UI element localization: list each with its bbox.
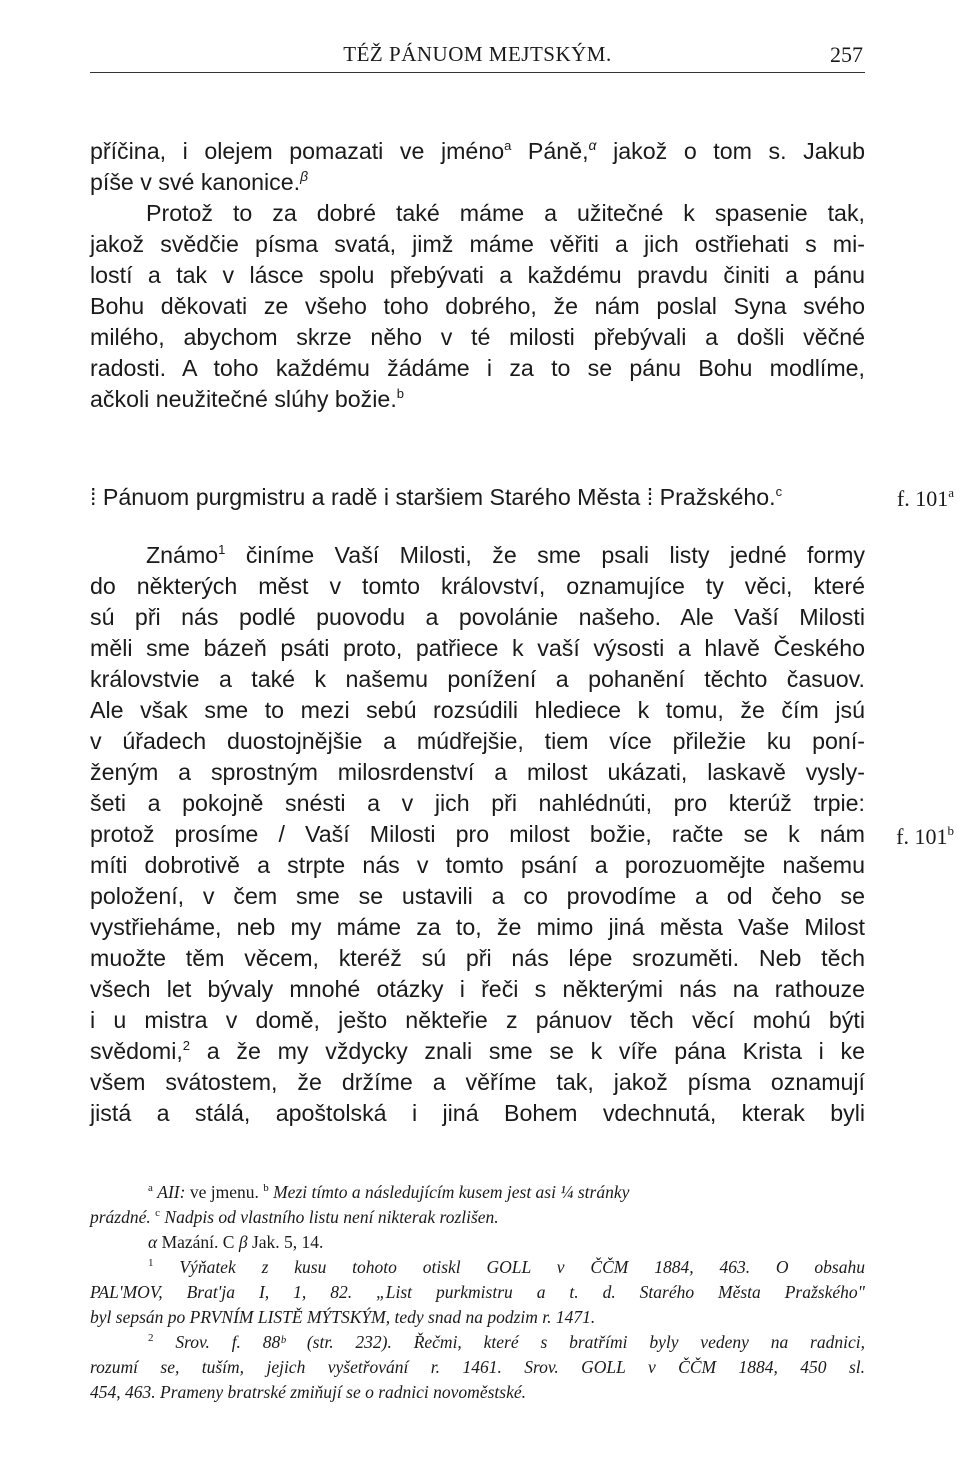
folio-marker: f. 101$^b$ xyxy=(896,823,954,849)
footnote-mark: 2 xyxy=(182,1038,191,1053)
text-line: radosti. A toho každému žádáme i za to se pánu Bohu modlíme, xyxy=(90,355,865,381)
footnote-mark: β xyxy=(300,168,309,184)
text-line: píše v své kanonice.$^\beta$ xyxy=(90,168,309,195)
text-line: vystřieháme, neb my máme za to, že mimo jiná města Vaše Milost xyxy=(90,914,865,940)
header-rule xyxy=(90,72,865,73)
folio-marker: f. 101$^a$ xyxy=(896,485,954,511)
footnote-line: $^a$ AII: ve jmenu. $^b$ Mezi tímto a následujícím kusem jest asi ¼ stránky xyxy=(148,1182,630,1202)
footnote-line: $^2$ Srov. f. 88ᵇ (str. 232). Řečmi, které s bratřími byly vedeny na radnici, xyxy=(148,1332,865,1352)
footnote-line: rozumí se, tuším, jejich vyšetřování r. 1461. Srov. GOLL v ČČM 1884, 450 sl. xyxy=(90,1357,865,1377)
paragraph-1 xyxy=(90,136,865,415)
footnote-mark: c xyxy=(775,484,783,499)
footnotes xyxy=(90,1180,865,1405)
footnote-mark: 1 xyxy=(218,542,226,557)
running-header xyxy=(90,38,865,74)
footnote-line: 454, 463. Prameny bratrské zmiňují se o radnici novoměstské. xyxy=(90,1382,526,1402)
footnote-line: byl sepsán po PRVNÍM LISTĚ MÝTSKÝM, tedy snad na podzim r. 1471. xyxy=(90,1307,596,1327)
paragraph-2 xyxy=(90,540,865,1129)
text-line: jistá a stálá, apoštolská i jiná Bohem vdechnutá, kterak byli xyxy=(90,1100,865,1126)
text-line: i u mistra v domě, ješto někteřie z pánuov těch věcí mohú býti xyxy=(90,1007,865,1033)
footnote-line: α Mazání. C β Jak. 5, 14. xyxy=(148,1232,324,1252)
footnote-line: $^1$ Výňatek z kusu tohoto otiskl GOLL v ČČM 1884, 463. O obsahu xyxy=(148,1257,865,1277)
text-line: ženým a sprostným milosrdenství a milost ukázati, laskavě vysly- xyxy=(90,759,865,785)
text-line: muožte těm věcem, kteréž sú při nás lépe srozuměti. Neb těch xyxy=(90,945,865,971)
text-line: milého, abychom skrze něho v té milosti přebývali a došli věčné xyxy=(90,324,865,350)
text-line: Známo$^1$ činíme Vaší Milosti, že sme psali listy jedné formy xyxy=(146,542,865,568)
footnote-mark: α xyxy=(588,137,597,153)
text-line: Bohu děkovati ze všeho toho dobrého, že nám poslal Syna svého xyxy=(90,293,865,319)
footnote-line: PAL'MOV, Brat'ja I, 1, 82. „List purkmistru a t. d. Starého Města Pražského" xyxy=(90,1282,865,1302)
footnote-line: prázdné. $^c$ Nadpis od vlastního listu není nikterak rozlišen. xyxy=(90,1207,499,1227)
letter-heading: ⁞ Pánuom purgmistru a radě i staršiem Starého Města ⁞ Pražského.$^c$ xyxy=(90,484,783,510)
text-line: svědomi,$^2$ a že my vždycky znali sme se k víře pána Krista i ke xyxy=(90,1038,865,1064)
text-line: ačkoli neužitečné slúhy božie.$^b$ xyxy=(90,386,405,412)
footnote-mark: b xyxy=(396,386,405,401)
text-line: měli sme bázeň psáti proto, patřiece k vaší výsosti a hlavě Českého xyxy=(90,635,865,661)
page-number: 257 xyxy=(830,42,863,67)
text-line: královstvie a také k našemu ponížení a pohanění těchto časuov. xyxy=(90,666,865,692)
text-line: do některých měst v tomto království, oznamujíce ty věci, které xyxy=(90,573,865,599)
text-line: Protož to za dobré také máme a užitečné k spasenie tak, xyxy=(146,200,865,226)
text-line: sú při nás podlé puovodu a povolánie našeho. Ale Vaší Milosti xyxy=(90,604,865,630)
text-line: protož prosíme / Vaší Milosti pro milost božie, račte se k nám xyxy=(90,821,865,847)
text-line: míti dobrotivě a strpte nás v tomto psání a porozuomějte našemu xyxy=(90,852,865,878)
text-line: šeti a pokojně snésti a v jich při nahlédnúti, pro kterúž trpie: xyxy=(90,790,865,816)
footnote-mark: a xyxy=(504,138,512,153)
text-line: položení, v čem sme se ustavili a co provodíme a od čeho se xyxy=(90,883,865,909)
text-line: jakož svědčie písma svatá, jimž máme věřiti a jich ostřiehati s mi- xyxy=(90,231,865,257)
text-line: všem svátostem, že držíme a věříme tak, jakož písma oznamují xyxy=(90,1069,865,1095)
text-line: lostí a tak v lásce spolu přebývati a každému pravdu činiti a pánu xyxy=(90,262,865,288)
text-line: příčina, i olejem pomazati ve jméno$^a$ Páně,$^\alpha$ jakož o tom s. Jakub xyxy=(90,137,866,164)
text-line: Ale však sme to mezi sebú rozsúdili hlediece k tomu, že čím jsú xyxy=(90,697,865,723)
text-line: všech let bývaly mnohé otázky i řeči s některými nás na rathouze xyxy=(90,976,865,1002)
running-title: TÉŽ PÁNUOM MEJTSKÝM. xyxy=(343,42,612,66)
text-line: v úřadech duostojnějšie a múdřejšie, tiem více přiležie ku poní- xyxy=(90,728,865,754)
